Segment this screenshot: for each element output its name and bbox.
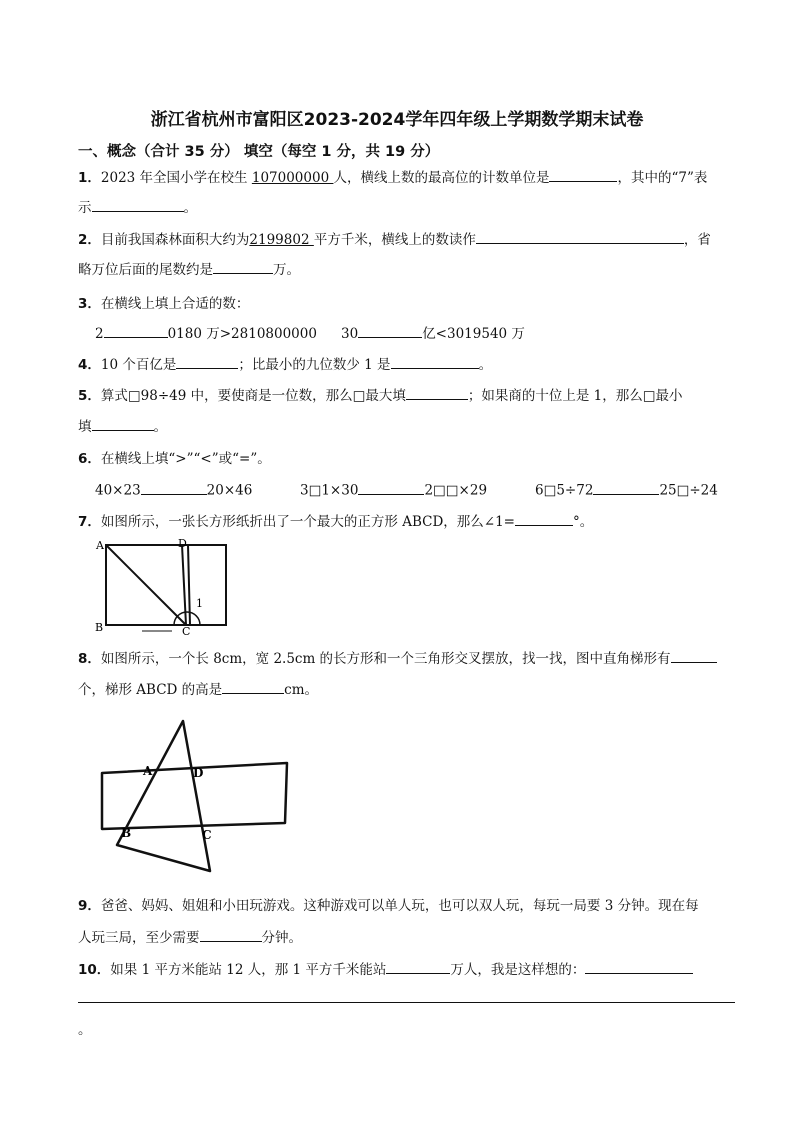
answer-blank[interactable]: [549, 168, 617, 183]
label-d: D: [193, 766, 204, 780]
answer-blank[interactable]: [358, 480, 424, 495]
angle-arc: [174, 612, 200, 625]
diagonal-fold: [106, 545, 186, 625]
question-3-part-1: 2 0180 万>2810800000: [95, 322, 317, 342]
answer-blank[interactable]: [141, 480, 207, 495]
question-number: 2．: [78, 232, 101, 248]
question-3-line-1: 3．在横线上填上合适的数：: [78, 296, 250, 312]
label-a: A: [96, 539, 104, 552]
answer-blank[interactable]: [476, 230, 684, 245]
answer-blank[interactable]: [92, 198, 184, 213]
underlined-number: 2199802: [249, 232, 314, 248]
question-number: 9．: [78, 898, 101, 914]
answer-blank[interactable]: [104, 324, 168, 339]
question-5-line-1: 5．算式□98÷49 中，要使商是一位数，那么□最大填 ；如果商的十位上是 1，那么□最小: [78, 384, 683, 404]
question-10-line-1: 10．如果 1 平方米能站 12 人，那 1 平方千米能站 万人，我是这样想的：: [78, 958, 693, 978]
answer-blank[interactable]: [391, 355, 479, 370]
question-number: 4．: [78, 357, 101, 373]
section-heading: 一、概念（合计 35 分） 填空（每空 1 分，共 19 分）: [78, 144, 440, 160]
answer-blank[interactable]: [176, 355, 238, 370]
rectangle-outline: [106, 545, 226, 625]
answer-blank[interactable]: [515, 512, 573, 527]
answer-blank[interactable]: [386, 960, 450, 975]
answer-blank[interactable]: [213, 260, 273, 275]
underlined-number: 107000000: [251, 170, 334, 186]
question-number: 8．: [78, 651, 101, 667]
triangle-outline: [117, 721, 210, 871]
answer-blank[interactable]: [358, 324, 422, 339]
question-1-line-1: 1．2023 年全国小学在校生 107000000 人，横线上数的最高位的计数单位是 ，其中的“7”表: [78, 166, 707, 186]
label-b: B: [95, 621, 104, 634]
question-number: 1．: [78, 170, 101, 186]
answer-blank[interactable]: [585, 960, 693, 975]
label-c: C: [202, 828, 212, 842]
question-2-line-1: 2．目前我国森林面积大约为2199802 平方千米，横线上的数读作 ，省: [78, 228, 711, 248]
page-title: 浙江省杭州市富阳区2023-2024学年四年级上学期数学期末试卷: [150, 110, 644, 130]
answer-blank[interactable]: [671, 649, 717, 664]
question-10-end: 。: [78, 1022, 92, 1038]
comparison-3: 6□5÷72 25□÷24: [535, 480, 718, 499]
folded-rectangle-figure: [92, 535, 242, 635]
question-7: 7．如图所示，一张长方形纸折出了一个最大的正方形 ABCD，那么∠1= °。: [78, 510, 593, 530]
question-number: 3．: [78, 296, 101, 312]
comparison-2: 3□1×30 2□□×29: [300, 480, 487, 499]
rectangle-triangle-figure: [95, 715, 295, 875]
answer-line[interactable]: [78, 1002, 735, 1003]
question-8-line-2: 个，梯形 ABCD 的高是 cm。: [78, 678, 318, 698]
question-number: 10．: [78, 962, 111, 978]
question-number: 5．: [78, 388, 101, 404]
label-b: B: [121, 826, 132, 840]
question-5-line-2: 填 。: [78, 415, 167, 435]
label-c: C: [182, 625, 191, 635]
question-2-line-2: 略万位后面的尾数约是 万。: [78, 258, 300, 278]
question-9-line-2: 人玩三局，至少需要 分钟。: [78, 926, 302, 946]
question-4: 4．10 个百亿是 ；比最小的九位数少 1 是 。: [78, 353, 492, 373]
question-1-line-2: 示 。: [78, 196, 197, 216]
angle-label-1: 1: [196, 597, 203, 610]
question-number: 6．: [78, 451, 101, 467]
question-number: 7．: [78, 514, 101, 530]
answer-blank[interactable]: [406, 386, 468, 401]
comparison-1: 40×23 20×46: [95, 480, 252, 499]
question-9-line-1: 9．爸爸、妈妈、姐姐和小田玩游戏。这种游戏可以单人玩，也可以双人玩，每玩一局要 3 分钟。现在每: [78, 898, 699, 914]
question-3-part-2: 30 亿<3019540 万: [341, 322, 525, 342]
answer-blank[interactable]: [593, 480, 659, 495]
answer-blank[interactable]: [92, 417, 154, 432]
question-6: 6．在横线上填“>”“<”或“=”。: [78, 451, 271, 467]
answer-blank[interactable]: [200, 928, 262, 943]
question-8-line-1: 8．如图所示，一个长 8cm，宽 2.5cm 的长方形和一个三角形交叉摆放，找一找，图中直角梯形有: [78, 647, 717, 667]
answer-blank[interactable]: [222, 680, 284, 695]
label-a: A: [143, 764, 153, 778]
label-d: D: [178, 537, 187, 550]
